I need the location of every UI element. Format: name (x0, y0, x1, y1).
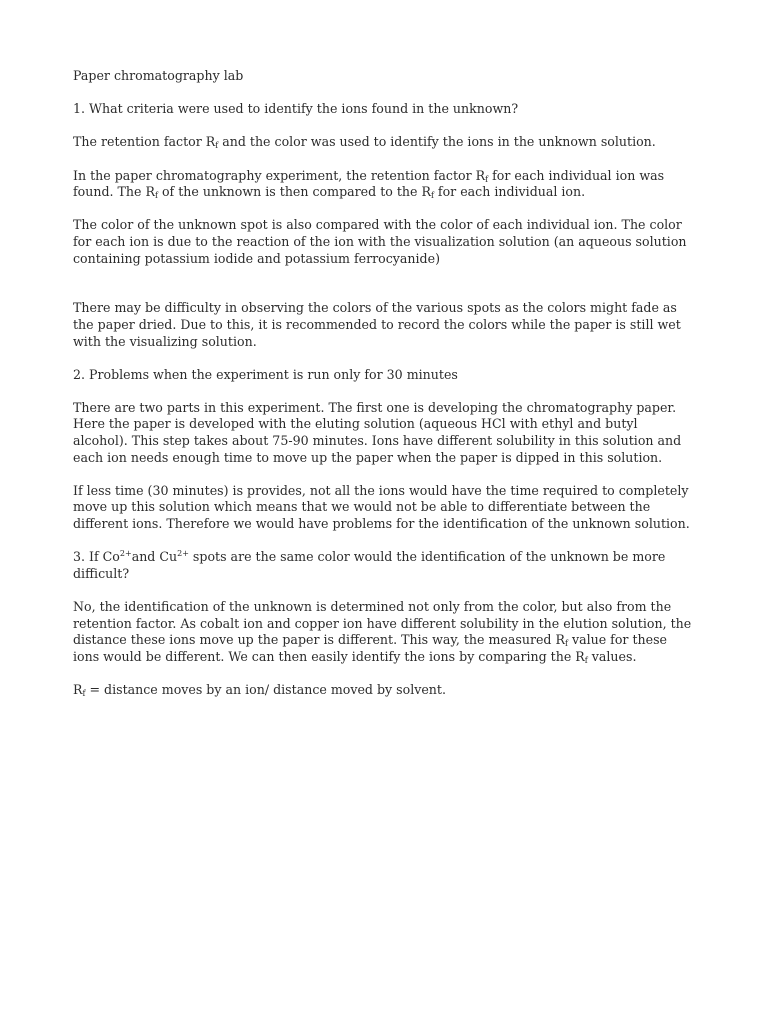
text-run: and the color was used to identify the ions in the unknown solution. (218, 134, 656, 150)
text-run: and Cu (131, 549, 178, 565)
question-1: 1. What criteria were used to identify the ions found in the unknown? (73, 101, 519, 117)
answer-2-paragraph-1: There are two parts in this experiment. The first one is developing the chromatography paper. Here the paper is developed with the eluting solution (aqueous HCl with ethyl and butyl alcohol). This step takes about 75-90 minutes. Ions have different solubility in this solution and each ion needs enough time to move up the paper when the paper is dipped in this solution. (73, 399, 682, 465)
subscript-f: f (430, 191, 434, 201)
text-run: No, the identification of the unknown is determined not only from the color, but also from the retention factor. As cobalt ion and copper ion have different solubility in the elution solution, the distance these ions move up the paper is different. This way, the measured R (73, 599, 692, 648)
subscript-f: f (564, 639, 568, 649)
text-run: In the paper chromatography experiment, the retention factor R (73, 167, 486, 183)
document-body (73, 68, 695, 715)
subscript-f: f (154, 191, 158, 201)
text-run: of the unknown is then compared to the R (157, 184, 431, 200)
rf-formula (73, 682, 695, 699)
subscript-f: f (82, 688, 86, 698)
text-run: The retention factor R (73, 134, 216, 150)
subscript-f: f (485, 174, 489, 184)
text-run: for each individual ion was found. The R (73, 167, 665, 200)
answer-1-paragraph-4: There may be difficulty in observing the colors of the various spots as the colors might fade as the paper dried. Due to this, it is recommended to record the colors while the paper is still wet with the visualizing solution. (73, 300, 681, 349)
superscript-charge: 2+ (119, 549, 132, 559)
question-3 (73, 549, 695, 582)
text-run: 3. If Co (73, 549, 120, 565)
subscript-f: f (215, 141, 219, 151)
text-run: for each individual ion. (433, 184, 586, 200)
answer-1-paragraph-1 (73, 134, 695, 151)
document-title: Paper chromatography lab (73, 68, 244, 83)
answer-3-paragraph-1 (73, 599, 695, 665)
question-2: 2. Problems when the experiment is run only for 30 minutes (73, 366, 458, 382)
text-run: values. (587, 648, 637, 664)
text-run: = distance moves by an ion/ distance moved by solvent. (85, 681, 446, 697)
answer-1-paragraph-2 (73, 168, 695, 201)
answer-2-paragraph-2: If less time (30 minutes) is provides, not all the ions would have the time required to completely move up this solution which means that we would not be able to differentiate between the different ions. Therefore we would have problems for the identification of the unknown solution. (73, 482, 690, 532)
text-run: R (73, 681, 83, 697)
text-run: spots are the same color would the identification of the unknown be more difficult? (73, 549, 666, 581)
answer-1-paragraph-3: The color of the unknown spot is also compared with the color of each individual ion. The color for each ion is due to the reaction of the ion with the visualization solution (an aqueous solution containing potassium iodide and potassium ferrocyanide) (73, 217, 687, 266)
superscript-charge: 2+ (177, 549, 189, 559)
subscript-f: f (584, 655, 588, 665)
text-run: value for these ions would be different. We can then easily identify the ions by comparing the R (73, 632, 667, 664)
